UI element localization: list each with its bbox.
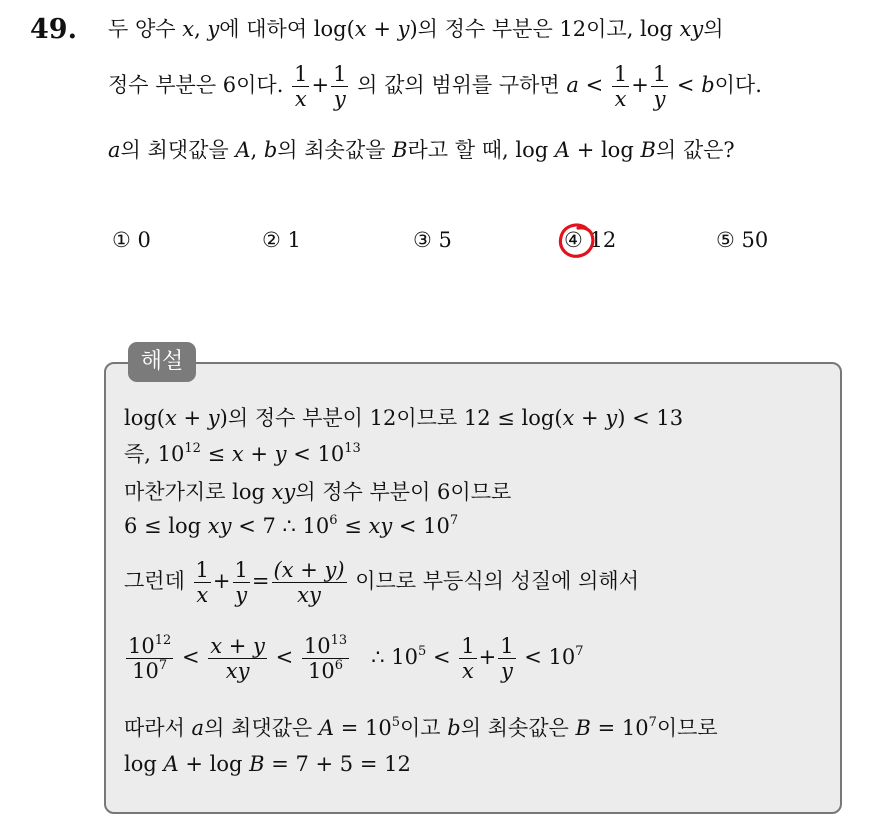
- base: 10: [128, 634, 155, 658]
- question-text: 두 양수: [108, 17, 183, 41]
- solution-line-2: [124, 438, 361, 468]
- exponent: 13: [330, 633, 348, 648]
- question-number: 49.: [30, 14, 77, 45]
- solution-text: ∴ 10: [371, 645, 418, 669]
- fraction-sum-over-product: [208, 634, 267, 683]
- var-x: x: [165, 406, 177, 430]
- solution-line-7: [124, 712, 718, 742]
- denominator: x: [196, 583, 209, 607]
- numerator: 1: [500, 634, 514, 658]
- question-line-1: [108, 15, 724, 43]
- fraction-10-12-over-10-7: [126, 634, 173, 683]
- var-b: b: [701, 73, 715, 97]
- solution-text: 6 ≤ log: [124, 514, 208, 538]
- solution-text: 이므로: [656, 716, 718, 740]
- var-y: y: [605, 406, 618, 430]
- question-text: <: [578, 73, 610, 97]
- var-y: y: [397, 17, 410, 41]
- question-text: 의: [703, 17, 724, 41]
- solution-text: 의 정수 부분이 6이므로: [295, 480, 512, 504]
- question-text: 라고 할 때, log: [407, 138, 555, 162]
- choice-mark: ⑤: [716, 228, 735, 252]
- denominator: [126, 659, 173, 683]
- fraction-1-over-x: [194, 558, 211, 607]
- var-xy: xy: [368, 514, 393, 538]
- exponent: 6: [329, 513, 338, 528]
- solution-text: < 10: [392, 514, 450, 538]
- exponent: 6: [334, 658, 344, 673]
- fraction-1-over-y: [331, 62, 348, 111]
- plus-sign: +: [212, 569, 231, 593]
- solution-line-8: [124, 752, 411, 776]
- choice-mark: ④: [564, 228, 583, 252]
- var-x: x: [354, 17, 367, 41]
- solution-line-1: [124, 402, 683, 432]
- choice-value: 1: [287, 228, 301, 252]
- answer-circle-mark: [556, 220, 598, 262]
- choice-1[interactable]: [112, 228, 151, 252]
- var-B: B: [392, 138, 408, 162]
- question-text: 이다.: [714, 73, 762, 97]
- solution-text: log(: [124, 406, 165, 430]
- fraction-1-over-x: [292, 62, 309, 111]
- var-A: A: [554, 138, 571, 162]
- var-A: A: [235, 138, 251, 162]
- choice-value: 0: [137, 228, 151, 252]
- numerator: 1: [234, 558, 248, 582]
- question-text: 정수 부분은 6이다.: [108, 73, 291, 97]
- exponent: 7: [158, 658, 168, 673]
- fraction-1-over-y: [233, 558, 250, 607]
- choice-mark: ③: [413, 228, 432, 252]
- question-line-3: [108, 136, 735, 164]
- solution-text: +: [176, 406, 208, 430]
- solution-text: 그런데: [124, 569, 192, 593]
- solution-text: < 10: [517, 645, 576, 669]
- base: 10: [132, 659, 159, 683]
- solution-text: = 7 + 5 = 12: [264, 752, 411, 776]
- choice-3[interactable]: [413, 228, 452, 252]
- solution-text: < 7 ∴ 10: [231, 514, 330, 538]
- solution-text: +: [574, 406, 606, 430]
- question-text: 의 최솟값을: [277, 138, 393, 162]
- solution-text: 즉, 10: [124, 442, 185, 466]
- question-text: 의 최댓값을: [120, 138, 236, 162]
- solution-text: log: [124, 752, 164, 776]
- var-xy: xy: [207, 514, 232, 538]
- question-text: )의 정수 부분은 12이고, log: [409, 17, 680, 41]
- numerator: 1: [294, 62, 308, 86]
- denominator: xy: [297, 583, 321, 607]
- fraction-10-13-over-10-6: [302, 634, 349, 683]
- question-text: 에 대하여 log(: [219, 17, 355, 41]
- solution-text: 의 최댓값은: [204, 716, 319, 740]
- solution-text: <: [426, 645, 458, 669]
- var-B: B: [575, 716, 591, 740]
- var-y: y: [274, 442, 287, 466]
- denominator: x: [294, 87, 307, 111]
- solution-text: 이므로 부등식의 성질에 의해서: [348, 569, 639, 593]
- plus-sign: +: [478, 645, 497, 669]
- exponent: 12: [184, 441, 201, 456]
- exponent: 7: [449, 513, 459, 528]
- solution-text: 이고: [399, 716, 448, 740]
- question-text: 의 값은?: [655, 138, 735, 162]
- question-text: ,: [194, 17, 208, 41]
- denominator: y: [235, 583, 248, 607]
- fraction-1-over-x: [612, 62, 629, 111]
- fraction-1-over-x: [459, 634, 476, 683]
- choice-mark: ②: [262, 228, 281, 252]
- numerator: (x + y): [273, 558, 345, 582]
- fraction-sum-over-product: [272, 558, 347, 607]
- solution-text: )의 정수 부분이 12이므로 12 ≤ log(: [219, 406, 563, 430]
- choice-value: 50: [741, 228, 769, 252]
- solution-text: ) < 13: [617, 406, 684, 430]
- question-line-2: [108, 62, 762, 111]
- choice-value: 5: [438, 228, 452, 252]
- solution-text: 따라서: [124, 716, 192, 740]
- choice-value: 12: [589, 228, 617, 252]
- denominator: xy: [225, 659, 250, 683]
- var-x: x: [562, 406, 575, 430]
- question-text: 의 값의 범위를 구하면: [350, 73, 567, 97]
- choice-2[interactable]: [262, 228, 301, 252]
- var-x: x: [231, 442, 244, 466]
- denominator: y: [653, 87, 666, 111]
- var-x: x: [182, 17, 195, 41]
- solution-text: + log: [178, 752, 250, 776]
- solution-text: +: [243, 442, 275, 466]
- var-a: a: [108, 138, 121, 162]
- plus-sign: +: [311, 73, 330, 97]
- denominator: x: [461, 659, 474, 683]
- var-A: A: [163, 752, 179, 776]
- exponent: 7: [575, 644, 584, 659]
- numerator: 1: [333, 62, 347, 86]
- exponent: 7: [648, 715, 657, 730]
- numerator: [302, 634, 349, 659]
- var-y: y: [207, 406, 220, 430]
- question-text: <: [670, 73, 702, 97]
- solution-line-3: [124, 476, 511, 506]
- less-than: <: [181, 645, 200, 669]
- var-B: B: [249, 752, 265, 776]
- denominator: y: [333, 87, 346, 111]
- plus-sign: +: [631, 73, 649, 97]
- solution-text: ≤: [200, 442, 232, 466]
- solution-line-5: [124, 558, 639, 607]
- solution-text: 마찬가지로 log: [124, 480, 272, 504]
- var-A: A: [318, 716, 335, 740]
- question-text: ,: [250, 138, 264, 162]
- numerator: x + y: [210, 634, 265, 658]
- exponent: 13: [344, 441, 361, 456]
- exponent: 12: [154, 633, 172, 648]
- exponent: 5: [417, 644, 427, 659]
- numerator: 1: [613, 62, 628, 86]
- var-xy: xy: [271, 480, 296, 504]
- var-y: y: [207, 17, 220, 41]
- denominator: [302, 659, 349, 683]
- exponent: 5: [391, 715, 400, 730]
- var-b: b: [447, 716, 461, 740]
- equals-sign: =: [251, 569, 270, 593]
- solution-text: 의 최솟값은: [460, 716, 576, 740]
- numerator: 1: [195, 558, 209, 582]
- var-b: b: [263, 138, 278, 162]
- var-xy: xy: [679, 17, 704, 41]
- solution-text: = 10: [334, 716, 392, 740]
- solution-line-6: [124, 634, 584, 683]
- question-text: +: [366, 17, 398, 41]
- numerator: 1: [461, 634, 475, 658]
- numerator: 1: [652, 62, 667, 86]
- numerator: [126, 634, 173, 659]
- denominator: x: [614, 87, 627, 111]
- var-B: B: [640, 138, 656, 162]
- less-than: <: [275, 645, 294, 669]
- choice-mark: ①: [112, 228, 131, 252]
- var-a: a: [191, 716, 205, 740]
- choice-5[interactable]: [716, 228, 768, 252]
- base: 10: [308, 659, 335, 683]
- solution-line-4: [124, 514, 458, 538]
- solution-text: = 10: [590, 716, 649, 740]
- base: 10: [303, 634, 331, 658]
- solution-tag: 해설: [128, 342, 196, 382]
- denominator: y: [500, 659, 513, 683]
- solution-text: ≤: [337, 514, 369, 538]
- question-text: + log: [570, 138, 641, 162]
- fraction-1-over-y: [651, 62, 668, 111]
- solution-text: < 10: [286, 442, 345, 466]
- var-a: a: [566, 73, 579, 97]
- fraction-1-over-y: [498, 634, 515, 683]
